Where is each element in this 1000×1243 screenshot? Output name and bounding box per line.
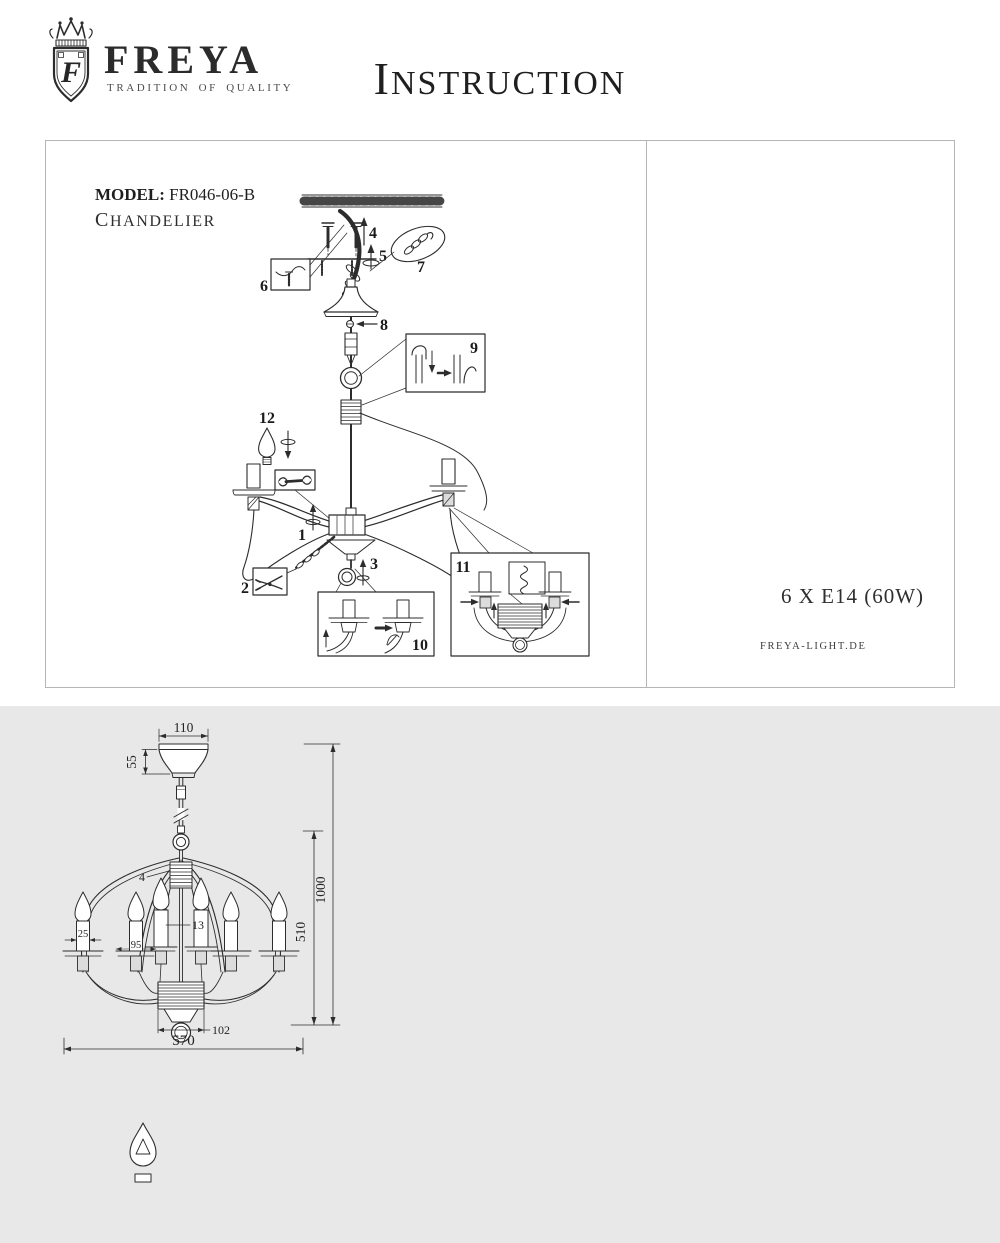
dim-label-coil-ref: 4 bbox=[139, 870, 145, 884]
dim-1000 bbox=[291, 744, 340, 1025]
dim-label-bobeche-diameter: 95 bbox=[130, 940, 142, 951]
step-label-2: 2 bbox=[241, 580, 249, 597]
step-label-5: 5 bbox=[379, 248, 387, 265]
step-label-12: 12 bbox=[259, 410, 275, 427]
step-label-11: 11 bbox=[455, 559, 471, 576]
ceiling-chain bbox=[302, 195, 442, 207]
shield-icon bbox=[54, 48, 88, 101]
dim-central-candles bbox=[145, 878, 217, 982]
rod-ring bbox=[341, 368, 362, 389]
dim-label-total-width: 570 bbox=[172, 1033, 195, 1049]
step-label-1: 1 bbox=[298, 527, 306, 544]
dim-95 bbox=[116, 940, 156, 951]
dim-570 bbox=[64, 1033, 303, 1054]
step3-ring bbox=[339, 556, 379, 586]
dimension-drawing bbox=[46, 692, 353, 1238]
pliers-tool-box bbox=[241, 568, 287, 597]
dim-label-rod-diameter: 13 bbox=[192, 918, 204, 932]
freya-crest-icon bbox=[45, 16, 97, 106]
left-candle-socket bbox=[233, 464, 275, 510]
step4-arrow bbox=[361, 217, 378, 245]
dim-110 bbox=[159, 720, 208, 742]
wire-coil bbox=[341, 400, 361, 424]
crown-icon bbox=[50, 17, 92, 38]
step12-candle bbox=[259, 410, 295, 465]
detail-box-6 bbox=[260, 225, 347, 295]
panel-divider bbox=[646, 141, 647, 687]
dim-label-candle-diameter: 25 bbox=[77, 929, 89, 940]
bulb-icon bbox=[130, 1123, 156, 1182]
step-label-10: 10 bbox=[412, 637, 428, 654]
step-label-9: 9 bbox=[470, 340, 478, 357]
step5-arrow bbox=[363, 244, 387, 269]
model-line bbox=[95, 185, 255, 205]
dim-outer-candles bbox=[63, 892, 299, 971]
brand-monogram: F bbox=[60, 56, 82, 89]
detail-box-9 bbox=[359, 334, 485, 405]
step1-arrow bbox=[298, 504, 320, 544]
step-label-3: 3 bbox=[370, 556, 378, 573]
bulb-spec-text: 6 X E14 (60W) bbox=[781, 584, 925, 608]
brand-name: FREYA bbox=[104, 37, 264, 82]
page-title: INSTRUCTION bbox=[373, 53, 627, 104]
dim-label-total-height: 1000 bbox=[313, 876, 328, 904]
detail-box-10 bbox=[318, 592, 434, 656]
power-cable bbox=[360, 413, 487, 510]
step-label-6: 6 bbox=[260, 278, 268, 295]
step-label-8: 8 bbox=[380, 317, 388, 334]
content-frame bbox=[45, 140, 955, 1049]
dim-label-cage-width: 102 bbox=[212, 1023, 230, 1037]
website-text: FREYA-LIGHT.DE bbox=[760, 641, 867, 652]
model-block bbox=[95, 185, 255, 232]
dim-13 bbox=[166, 918, 204, 932]
detail-box-11 bbox=[451, 553, 589, 656]
crest-band bbox=[56, 40, 86, 46]
right-candle-socket bbox=[430, 459, 533, 553]
model-value: FR046-06-B bbox=[169, 185, 256, 204]
step-label-7: 7 bbox=[417, 259, 425, 276]
step-label-4: 4 bbox=[369, 225, 377, 242]
dim-label-canopy-width: 110 bbox=[173, 720, 194, 735]
model-label: MODEL: bbox=[95, 185, 165, 204]
product-type: CHANDELIER bbox=[95, 209, 216, 231]
dim-canopy bbox=[159, 744, 208, 778]
dim-510 bbox=[293, 831, 323, 1025]
step8-screw bbox=[347, 317, 389, 334]
dim-label-body-height: 510 bbox=[293, 921, 308, 943]
canopy bbox=[324, 279, 378, 317]
dim-label-canopy-height: 55 bbox=[124, 755, 139, 769]
brand-tagline: TRADITION OF QUALITY bbox=[107, 82, 294, 94]
